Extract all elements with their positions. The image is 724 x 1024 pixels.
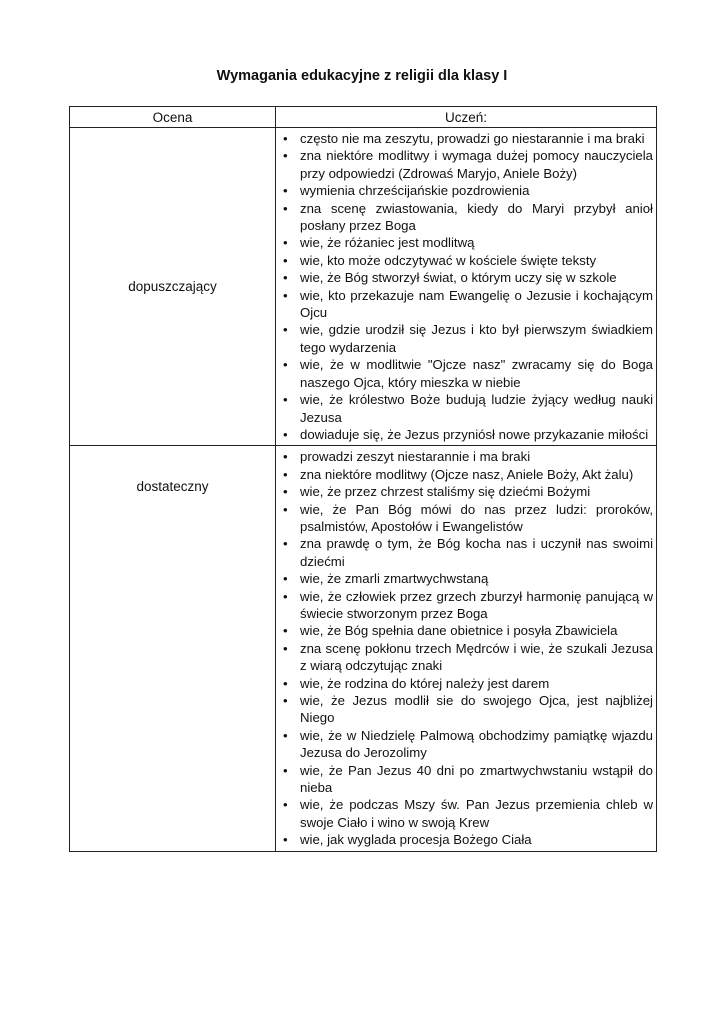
list-item: • wie, że przez chrzest staliśmy się dziećmi Bożymi xyxy=(276,483,653,500)
column-header-student: Uczeń: xyxy=(276,107,657,128)
list-item: • wie, że w Niedzielę Palmową obchodzimy pamiątkę wjazdu Jezusa do Jerozolimy xyxy=(276,727,653,762)
list-item: • wie, gdzie urodził się Jezus i kto był pierwszym świadkiem tego wydarzenia xyxy=(276,321,653,356)
table-header-row xyxy=(70,107,657,128)
list-item: • wie, że Jezus modlił sie do swojego Ojca, jest najbliżej Niego xyxy=(276,692,653,727)
list-item: • często nie ma zeszytu, prowadzi go niestarannie i ma braki xyxy=(276,130,653,147)
table-row xyxy=(70,128,657,446)
table-row xyxy=(70,446,657,851)
list-item: • wie, że zmarli zmartwychwstaną xyxy=(276,570,653,587)
grade-cell: dostateczny xyxy=(70,446,276,851)
list-item: • zna niektóre modlitwy i wymaga dużej pomocy nauczyciela przy odpowiedzi (Zdrowaś Maryjo, Aniele Boży) xyxy=(276,147,653,182)
list-item: • zna scenę zwiastowania, kiedy do Maryi przybył anioł posłany przez Boga xyxy=(276,200,653,235)
list-item: • wie, że Pan Jezus 40 dni po zmartwychwstaniu wstąpił do nieba xyxy=(276,762,653,797)
requirements-cell xyxy=(276,128,657,446)
list-item: • wie, kto przekazuje nam Ewangelię o Jezusie i kochającym Ojcu xyxy=(276,287,653,322)
requirements-list xyxy=(276,128,656,445)
list-item: • zna scenę pokłonu trzech Mędrców i wie, że szukali Jezusa z wiarą odczytując znaki xyxy=(276,640,653,675)
list-item: • zna prawdę o tym, że Bóg kocha nas i uczynił nas swoimi dziećmi xyxy=(276,535,653,570)
list-item: • wie, że podczas Mszy św. Pan Jezus przemienia chleb w swoje Ciało i wino w swoją Krew xyxy=(276,796,653,831)
list-item: • zna niektóre modlitwy (Ojcze nasz, Aniele Boży, Akt żalu) xyxy=(276,466,653,483)
list-item: • wie, że Bóg spełnia dane obietnice i posyła Zbawiciela xyxy=(276,622,653,639)
list-item: • wie, że różaniec jest modlitwą xyxy=(276,234,653,251)
list-item: • wie, że Pan Bóg mówi do nas przez ludzi: proroków, psalmistów, Apostołów i Ewangelistów xyxy=(276,501,653,536)
list-item: • wie, że rodzina do której należy jest darem xyxy=(276,675,653,692)
list-item: • wie, że w modlitwie "Ojcze nasz" zwracamy się do Boga naszego Ojca, który mieszka w niebie xyxy=(276,356,653,391)
list-item: • wie, jak wyglada procesja Bożego Ciała xyxy=(276,831,653,848)
requirements-list xyxy=(276,446,656,850)
list-item: • wie, kto może odczytywać w kościele święte teksty xyxy=(276,252,653,269)
requirements-table xyxy=(69,106,657,852)
list-item: • wymienia chrześcijańskie pozdrowienia xyxy=(276,182,653,199)
page-title: Wymagania edukacyjne z religii dla klasy I xyxy=(216,68,508,84)
list-item: • wie, że człowiek przez grzech zburzył harmonię panującą w świecie stworzonym przez Boga xyxy=(276,588,653,623)
column-header-grade: Ocena xyxy=(70,107,276,128)
list-item: • wie, że Bóg stworzył świat, o którym uczy się w szkole xyxy=(276,269,653,286)
list-item: • prowadzi zeszyt niestarannie i ma braki xyxy=(276,448,653,465)
list-item: • wie, że królestwo Boże budują ludzie żyjący według nauki Jezusa xyxy=(276,391,653,426)
requirements-cell xyxy=(276,446,657,851)
grade-cell: dopuszczający xyxy=(70,128,276,446)
list-item: • dowiaduje się, że Jezus przyniósł nowe przykazanie miłości xyxy=(276,426,653,443)
